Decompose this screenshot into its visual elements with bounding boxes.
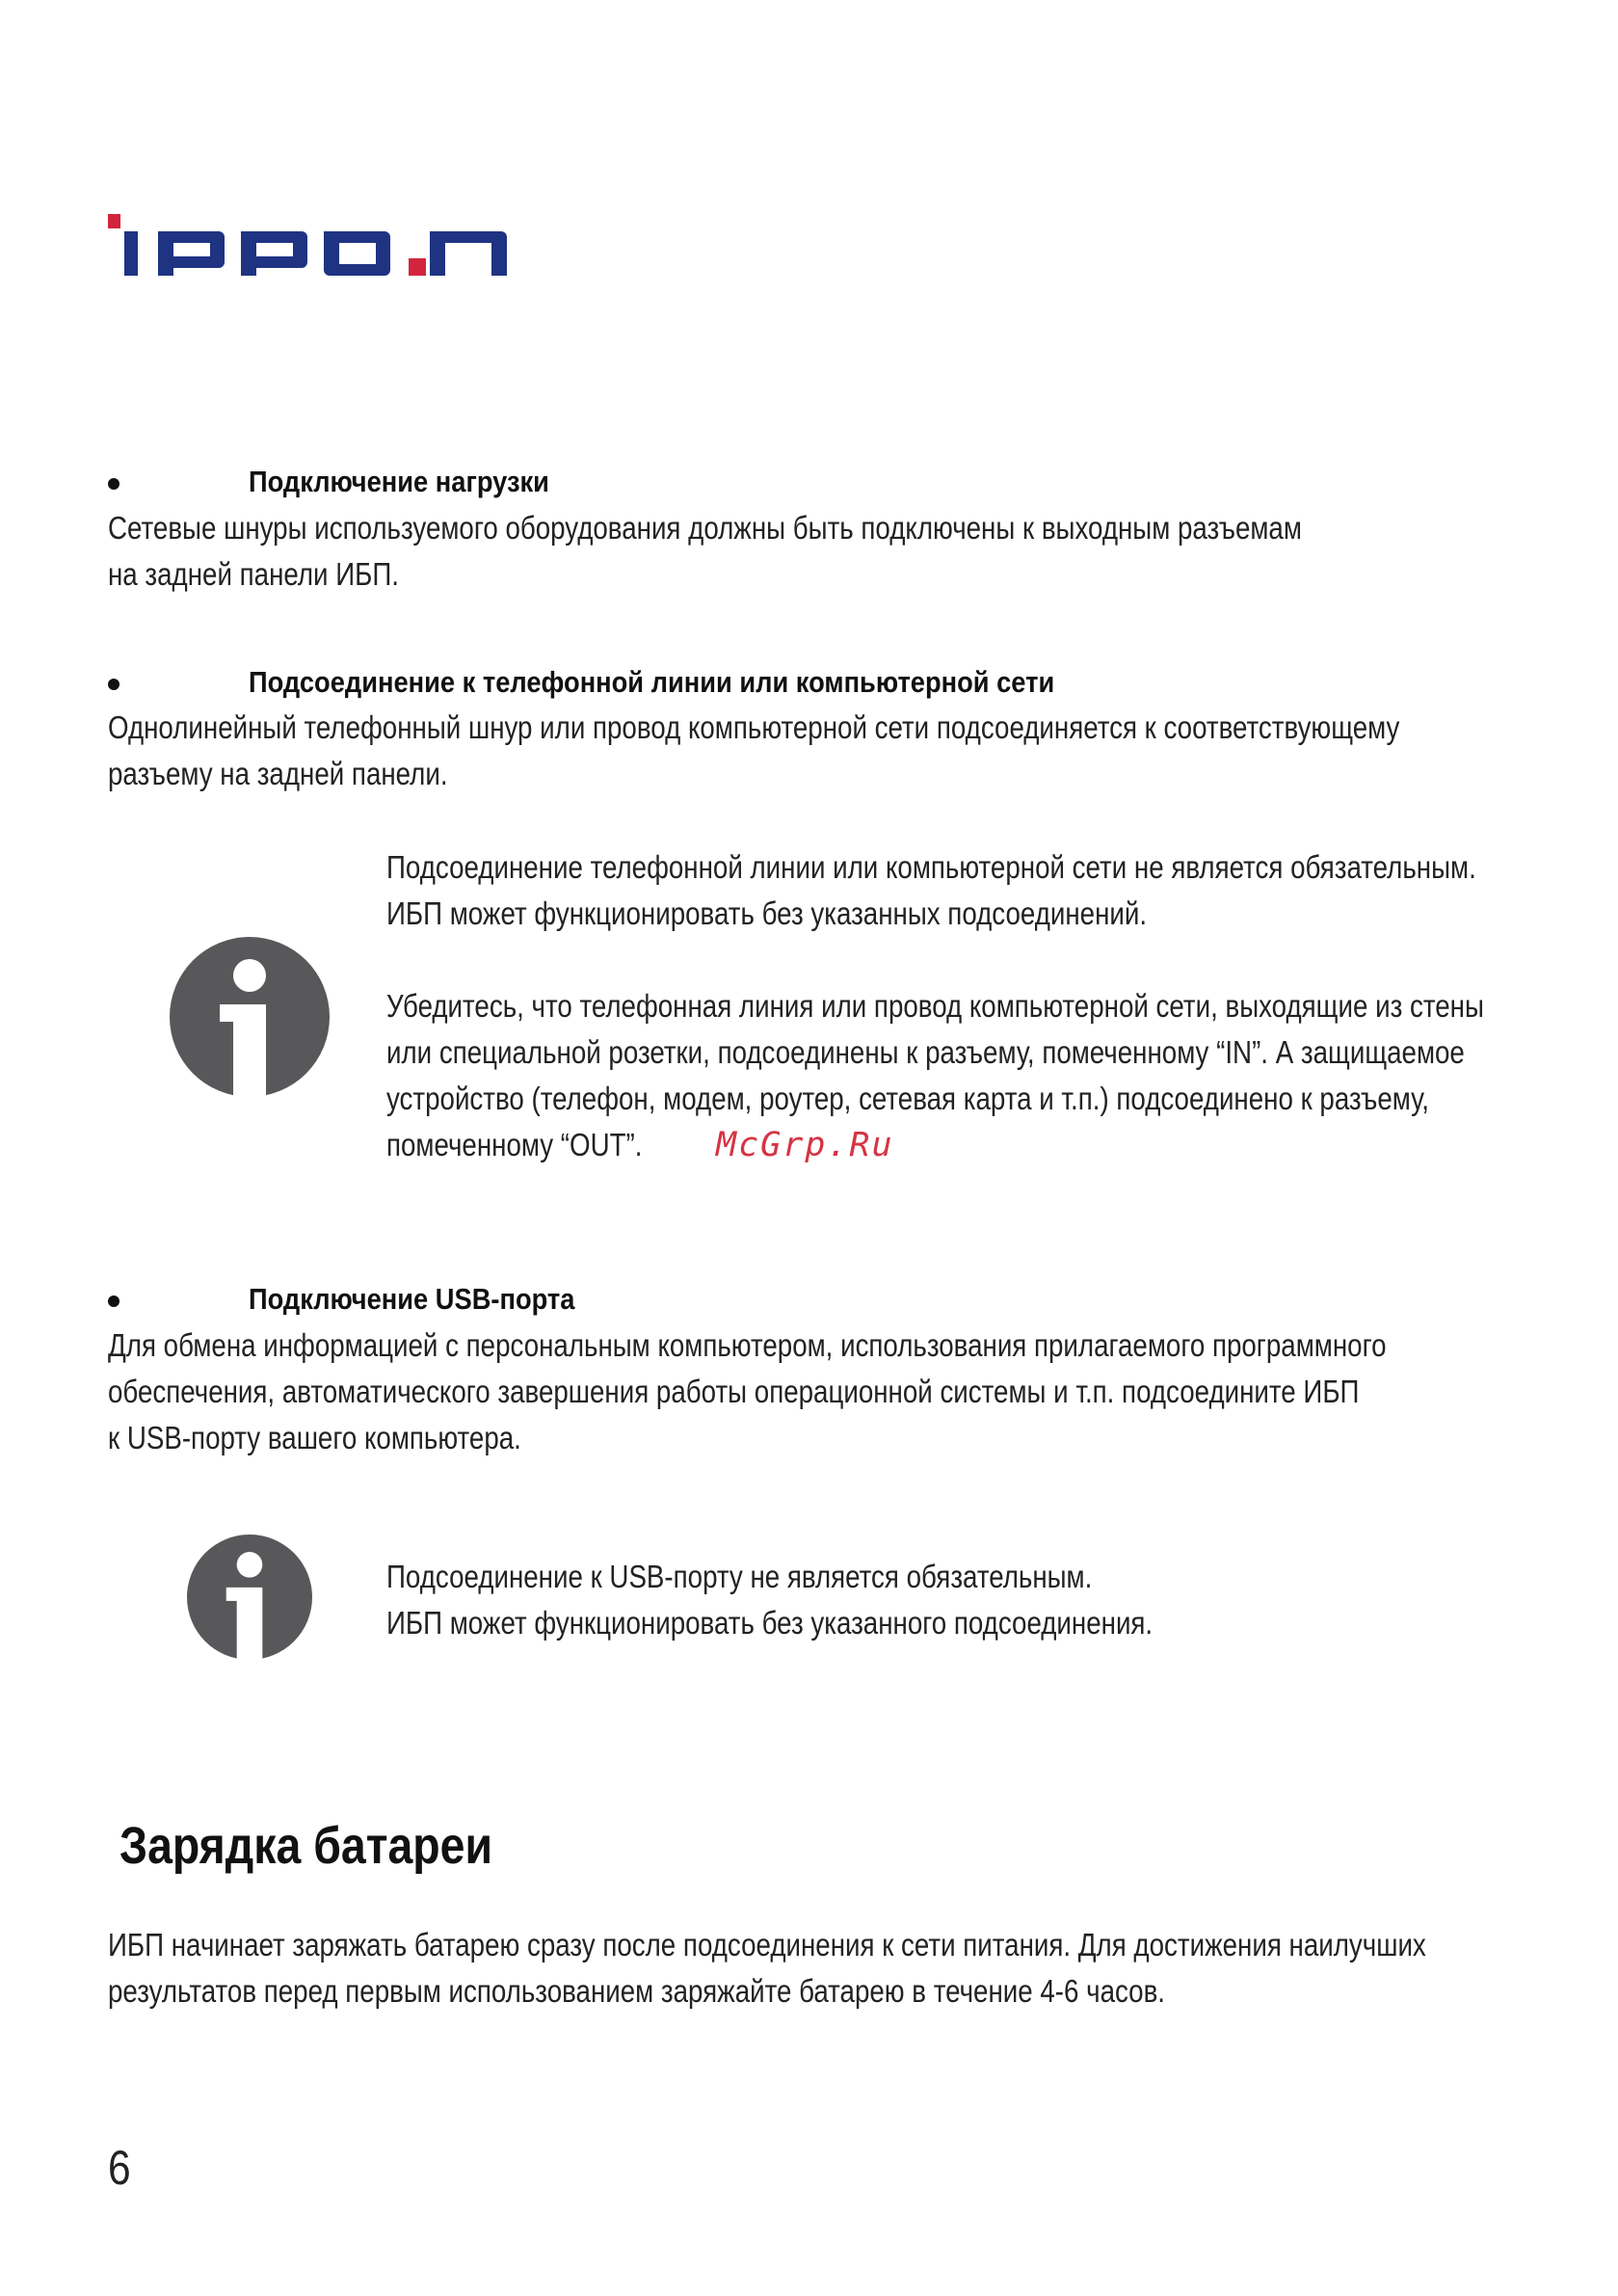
section-title: Подключение USB-порта [249, 1282, 575, 1316]
text-line: или специальной розетки, подсоединены к разъему, помеченному “IN”. А защищаемое [386, 1034, 1465, 1070]
note-usb-text [386, 1554, 1153, 1646]
page-number: 6 [108, 2141, 131, 2195]
section-title: Подсоединение к телефонной линии или компьютерной сети [249, 665, 1055, 699]
note-network-p1 [386, 844, 1476, 937]
text-line: Сетевые шнуры используемого оборудования должны быть подключены к выходным разъемам [108, 510, 1302, 546]
text-line: ИБП может функционировать без указанного подсоединения. [386, 1605, 1154, 1641]
battery-text [108, 1922, 1426, 2015]
text-line: ИБП может функционировать без указанных подсоединений. [386, 895, 1148, 931]
text-line: Убедитесь, что телефонная линия или провод компьютерной сети, выходящие из стены [386, 988, 1484, 1024]
battery-heading: Зарядка батареи [119, 1817, 493, 1875]
text-line: результатов перед первым использованием заряжайте батарею в течение 4-6 часов. [108, 1973, 1166, 2009]
text-line: к USB-порту вашего компьютера. [108, 1420, 521, 1455]
text-line: Подсоединение к USB-порту не является обязательным. [386, 1559, 1093, 1594]
bullet-dot [108, 478, 119, 490]
section-usb-text [108, 1322, 1386, 1461]
text-line: ИБП начинает заряжать батарею сразу после подсоединения к сети питания. Для достижения наилучших [108, 1927, 1426, 1962]
section-load-text [108, 505, 1302, 598]
text-line: разъему на задней панели. [108, 756, 448, 791]
note-network-p2 [386, 983, 1484, 1168]
bullet-dot [108, 679, 119, 690]
watermark: McGrp.Ru [716, 1126, 894, 1164]
text-line: на задней панели ИБП. [108, 556, 399, 592]
bullet-dot [108, 1295, 119, 1307]
text-line: Однолинейный телефонный шнур или провод компьютерной сети подсоединяется к соответствующему [108, 709, 1400, 745]
text-line: Для обмена информацией с персональным компьютером, использования прилагаемого программного [108, 1327, 1387, 1363]
text-line: помеченному “OUT”. [386, 1127, 643, 1162]
info-icon [187, 1535, 312, 1665]
ippon-logo [108, 214, 559, 284]
ippon-logo-mark [108, 214, 559, 280]
section-network-text [108, 705, 1399, 797]
info-icon [170, 937, 330, 1102]
section-title: Подключение нагрузки [249, 465, 549, 498]
text-line: Подсоединение телефонной линии или компьютерной сети не является обязательным. [386, 849, 1476, 885]
text-line: обеспечения, автоматического завершения работы операционной системы и т.п. подсоедините ИБП [108, 1374, 1360, 1409]
text-line: устройство (телефон, модем, роутер, сетевая карта и т.п.) подсоединено к разъему, [386, 1081, 1429, 1116]
